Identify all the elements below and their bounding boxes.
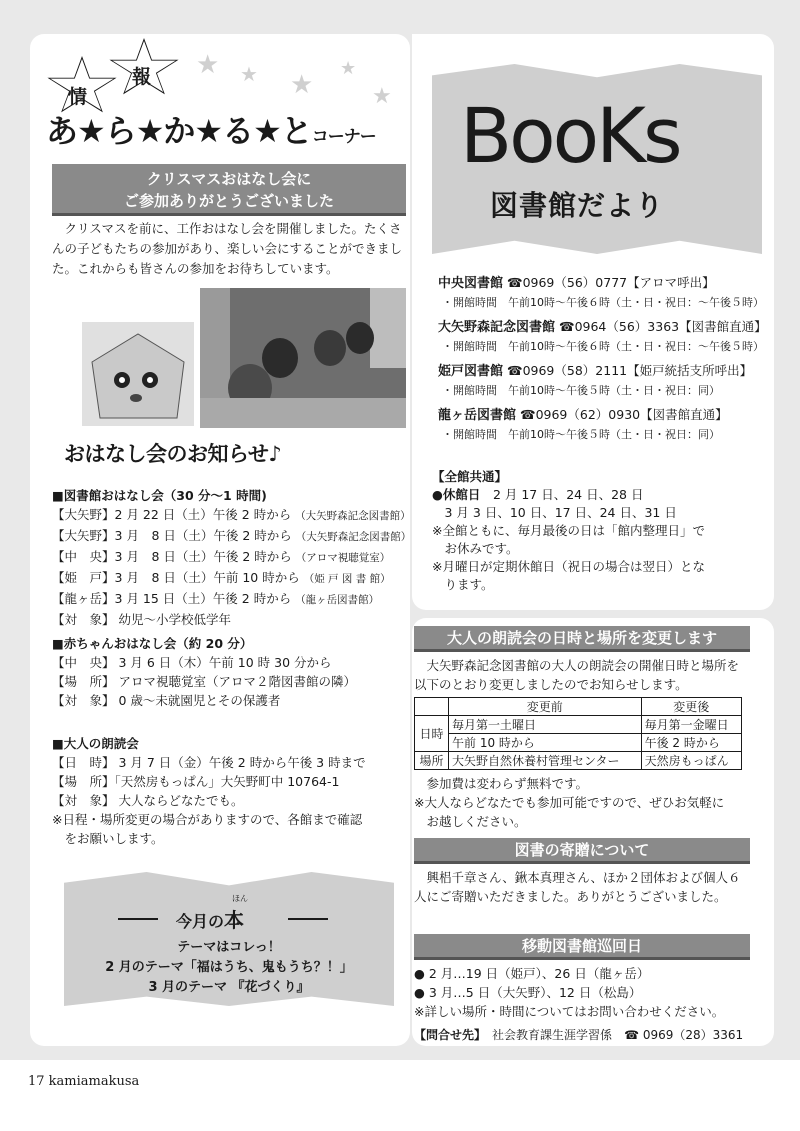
library-himedo: 姫戸図書館 ☎0969（58）2111【姫戸統括支所呼出】	[438, 363, 753, 379]
library-chuo: 中央図書館 ☎0969（56）0777【アロマ呼出】	[438, 275, 715, 291]
monthly-book-title: 今月の本	[176, 908, 245, 932]
corner-title: あ★ら★か★る★とコーナー	[46, 112, 376, 150]
library-storytime-list: ■図書館おはなし会（30 分～1 時間) 【大矢野】2 月 22 日（土）午後 2 時から （大矢野森記念図書館） 【大矢野】3 月 8 日（土）午後 2 時から （大矢野森記念図書館） 【中 央】3 月 8 日（土）午後 2 時から （アロマ視聴覚室） 【姫 戸】3 月 8 日（土）午前 10 時から （姫 戸 図 書 館） 【龍ヶ岳】3 月 15 日（土）午後 2 時から （龍ヶ岳図書館） 【対 象】 幼児～小学校低学年	[52, 488, 412, 627]
donation-title: 図書の寄贈について	[414, 838, 750, 864]
library-chuo-hours: ・開館時間 午前10時～午後６時（土・日・祝日：～午後５時）	[442, 296, 764, 309]
divider	[288, 918, 328, 920]
decor-star-icon: ★	[240, 62, 258, 86]
list-item: 【大矢野】3 月 8 日（土）午後 2 時から （大矢野森記念図書館）	[52, 528, 412, 543]
books-logo: BooKs	[460, 91, 680, 180]
craft-photo	[82, 322, 194, 426]
list-item: 【日 時】 3 月 7 日（金）午後 2 時から午後 3 時まで	[52, 755, 366, 770]
decor-star-icon: ★	[290, 70, 314, 100]
col-before: 変更前	[449, 698, 642, 716]
page-number: 17 kamiamakusa	[28, 1074, 140, 1089]
info-badge	[38, 38, 188, 108]
reading-change-title: 大人の朗読会の日時と場所を変更します	[414, 626, 750, 652]
row-place-label: 場所	[415, 752, 449, 770]
reading-change-text: 大矢野森記念図書館の大人の朗読会の開催日時と場所を以下のとおり変更しましたのでお知らせします。	[414, 658, 740, 692]
list-item: 【大矢野】2 月 22 日（土）午後 2 時から （大矢野森記念図書館）	[52, 507, 411, 522]
list-item: 【場 所】「天然房もっぱん」大矢野町中 10764-1	[52, 774, 340, 789]
ohanashi-title: おはなし会のお知らせ♪	[64, 442, 282, 466]
library-ryugatake-hours: ・開館時間 午前10時～午後５時（土・日・祝日：同）	[442, 428, 720, 441]
list-item: 【対 象】 0 歳～未就園児とその保護者	[52, 693, 281, 708]
decor-star-icon: ★	[340, 58, 357, 79]
divider	[118, 918, 158, 920]
badge-char-2: 報	[132, 66, 152, 88]
row-datetime-label: 日時	[415, 716, 449, 752]
reading-change-notes: 参加費は変わらず無料です。 ※大人ならどなたでも参加可能ですので、ぜひお気軽に お越しください。	[414, 776, 725, 829]
adult-reading-list: ■大人の朗読会 【日 時】 3 月 7 日（金）午後 2 時から午後 3 時まで 【場 所】「天然房もっぱん」大矢野町中 10764-1 【対 象】 大人ならどなたでも。 ※日程・場所変更の場合がありますので、各館まで確認 をお願いします。	[52, 736, 366, 846]
monthly-book-line3: 3 月のテーマ 『花づくり』	[148, 980, 310, 995]
list-item: 【中 央】 3 月 6 日（木）午前 10 時 30 分から	[52, 655, 332, 670]
decor-star-icon: ★	[196, 50, 220, 80]
donation-text: 興梠千章さん、鍬本真理さん、ほか２団体および個人６人にご寄贈いただきました。ありがとうございました。	[414, 870, 741, 904]
event-photo	[200, 288, 406, 428]
library-ryugatake: 龍ヶ岳図書館 ☎0969（62）0930【図書館直通】	[438, 407, 728, 423]
badge-char-1: 情	[68, 86, 88, 108]
list-item: 【中 央】3 月 8 日（土）午後 2 時から （アロマ視聴覚室）	[52, 549, 391, 564]
mobile-library-list: ● 2 月…19 日（姫戸）、26 日（龍ヶ岳） ● 3 月…5 日（大矢野）、12 日（松島） ※詳しい場所・時間についてはお問い合わせください。	[414, 966, 725, 1019]
decor-star-icon: ★	[372, 84, 392, 109]
change-table: 変更前 変更後 日時 毎月第一土曜日 毎月第一金曜日 午前 10 時から 午後 2 時から 場所 大矢野自然休養村管理センター 天然房もっぱん	[414, 697, 742, 770]
monthly-book-line2: 2 月のテーマ「福はうち、鬼もうち？！」	[105, 960, 353, 975]
list-item: 【対 象】 大人ならどなたでも。	[52, 793, 244, 808]
list-item: 【龍ヶ岳】3 月 15 日（土）午後 2 時から （龍ヶ岳図書館）	[52, 591, 380, 606]
monthly-book-line1: テーマはコレっ！	[177, 940, 281, 955]
list-item: 【場 所】 アロマ視聴覚室（アロマ２階図書館の隣）	[52, 674, 356, 689]
xmas-text: クリスマスを前に、工作おはなし会を開催しました。たくさんの子どもたちの参加があり、楽しい会にすることができました。これからも皆さんの参加をお待ちしています。	[52, 221, 403, 276]
library-oyano: 大矢野森記念図書館 ☎0964（56）3363【図書館直通】	[438, 319, 767, 335]
books-subtitle: 図書館だより	[490, 189, 665, 222]
library-himedo-hours: ・開館時間 午前10時～午後５時（土・日・祝日：同）	[442, 384, 720, 397]
list-item: ● 2 月…19 日（姫戸）、26 日（龍ヶ岳）	[414, 966, 650, 981]
library-oyano-hours: ・開館時間 午前10時～午後６時（土・日・祝日：～午後５時）	[442, 340, 764, 353]
col-after: 変更後	[641, 698, 741, 716]
common-info: 【全館共通】 ●休館日 2 月 17 日、24 日、28 日 3 月 3 日、10 日、17 日、24 日、31 日 ※全館ともに、毎月最後の日は「館内整理日」で お休みです。 ※月曜日が定期休館日（祝日の場合は翌日）とな ります。	[432, 469, 705, 592]
contact-info: 【問合せ先】 社会教育課生涯学習係 ☎ 0969（28）3361	[414, 1028, 744, 1042]
xmas-banner: クリスマスおはなし会に ご参加ありがとうございました	[52, 164, 406, 216]
ruby-text: ほん	[232, 894, 248, 903]
mobile-library-title: 移動図書館巡回日	[414, 934, 750, 960]
list-item: ● 3 月…5 日（大矢野）、12 日（松島）	[414, 985, 642, 1000]
baby-storytime-list: ■赤ちゃんおはなし会（約 20 分） 【中 央】 3 月 6 日（木）午前 10 時 30 分から 【場 所】 アロマ視聴覚室（アロマ２階図書館の隣） 【対 象】 0 歳～未就園児とその保護者	[52, 636, 356, 708]
list-item: 【姫 戸】3 月 8 日（土）午前 10 時から （姫 戸 図 書 館）	[52, 570, 391, 585]
